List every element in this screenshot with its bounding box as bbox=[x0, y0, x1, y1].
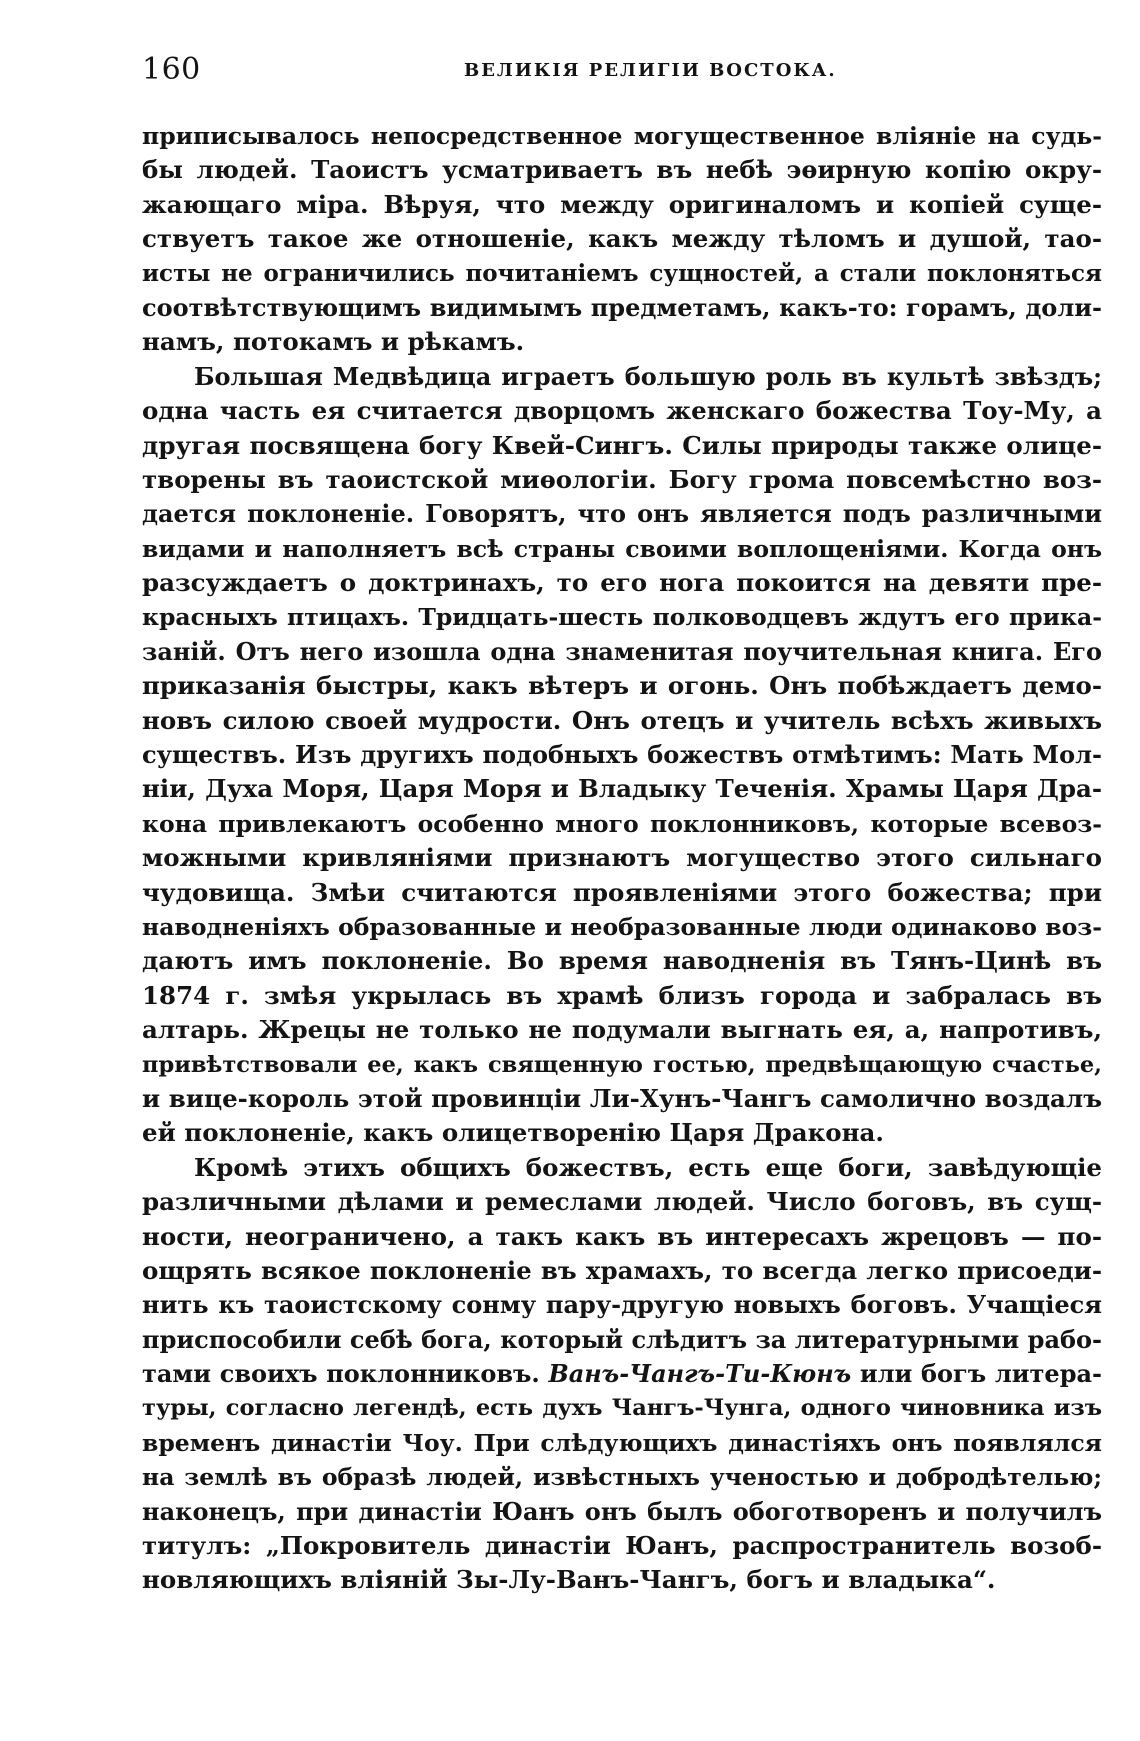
text-line: новъ силою своей мудрости. Онъ отецъ и учитель всѣхъ живыхъ bbox=[142, 705, 1102, 735]
italic-name: Ванъ-Чангъ-Ти-Кюнъ bbox=[548, 1359, 852, 1389]
text-line: заній. Отъ него изошла одна знаменитая поучительная книга. Его bbox=[142, 636, 1102, 666]
text-line: временъ династіи Чоу. При слѣдующихъ династіяхъ онъ появлялся bbox=[142, 1428, 1102, 1457]
text-line: различными дѣлами и ремеслами людей. Число боговъ, въ сущ- bbox=[142, 1187, 1102, 1217]
text-line: можными кривляніями признаютъ могущество этого сильнаго bbox=[142, 843, 1102, 873]
text-line: жающаго міра. Вѣруя, что между оригиналомъ и копіей суще- bbox=[142, 189, 1102, 219]
text-line: разсуждаетъ о доктринахъ, то его нога покоится на девяти пре- bbox=[142, 568, 1102, 598]
text-line: ности, неограничено, а такъ какъ въ интересахъ жрецовъ — по- bbox=[142, 1221, 1102, 1251]
text-line: соотвѣтствующимъ видимымъ предметамъ, какъ-то: горамъ, доли- bbox=[142, 292, 1102, 322]
text-segment: или богъ литера- bbox=[851, 1359, 1102, 1389]
text-line: ей поклоненіе, какъ олицетворенію Царя Дракона. bbox=[142, 1118, 884, 1148]
text-line: дается поклоненіе. Говорятъ, что онъ является подъ различными bbox=[142, 499, 1102, 529]
page-header bbox=[142, 52, 1102, 92]
text-line: нить къ таоистскому сонму пару-другую новыхъ боговъ. Учащіеся bbox=[142, 1290, 1102, 1320]
text-line: бы людей. Таоистъ усматриваетъ въ небѣ эѳирную копію окру- bbox=[142, 155, 1102, 185]
text-line: приписывалось непосредственное могущественное вліяніе на судь- bbox=[142, 122, 1102, 150]
text-line: приказанія быстры, какъ вѣтеръ и огонь. Онъ побѣждаетъ демо- bbox=[142, 671, 1102, 701]
text-line: новляющихъ вліяній Зы-Лу-Ванъ-Чангъ, богъ и владыка“. bbox=[142, 1565, 996, 1595]
text-line bbox=[142, 1357, 1102, 1391]
body-text bbox=[142, 119, 1102, 1598]
text-line: на землѣ въ образѣ людей, извѣстныхъ ученостью и добродѣтелью; bbox=[142, 1463, 1102, 1492]
text-line: ощрять всякое поклоненіе въ храмахъ, то всегда легко присоеди- bbox=[142, 1255, 1102, 1285]
text-line: и вице-король этой провинціи Ли-Хунъ-Чангъ самолично воздалъ bbox=[142, 1083, 1102, 1113]
page-number: 160 bbox=[142, 52, 201, 87]
text-line: одна часть ея считается дворцомъ женскаго божества Тоу-Му, а bbox=[142, 396, 1102, 426]
text-line: существъ. Изъ другихъ подобныхъ божествъ отмѣтимъ: Мать Мол- bbox=[142, 740, 1102, 770]
running-title: ВЕЛИКІЯ РЕЛИГІИ ВОСТОКА. bbox=[464, 60, 837, 81]
text-line: красныхъ птицахъ. Тридцать-шесть полководцевъ ждутъ его прика- bbox=[142, 603, 1102, 632]
text-line: Большая Медвѣдица играетъ большую роль въ культѣ звѣздъ; bbox=[194, 361, 1102, 391]
text-line: туры, согласно легендѣ, есть духъ Чангъ-Чунга, одного чиновника изъ bbox=[142, 1395, 1102, 1422]
text-line: намъ, потокамъ и рѣкамъ. bbox=[142, 327, 525, 357]
text-line: кона привлекаютъ особенно много поклонниковъ, которые всевоз- bbox=[142, 809, 1102, 838]
text-line: наконецъ, при династіи Юанъ онъ былъ обоготворенъ и получилъ bbox=[142, 1496, 1102, 1526]
text-line: другая посвящена богу Квей-Сингъ. Силы природы также олицe- bbox=[142, 430, 1102, 460]
text-line: творены въ таоистской миѳологіи. Богу грома повсемѣстно воз- bbox=[142, 464, 1102, 494]
text-line: приспособили себѣ бога, который слѣдитъ за литературными рабо- bbox=[142, 1324, 1102, 1354]
text-line: привѣтствовали ее, какъ священную гостью, предвѣщающую счастье, bbox=[142, 1051, 1102, 1078]
text-line: видами и наполняетъ всѣ страны своими воплощеніями. Когда онъ bbox=[142, 534, 1102, 563]
text-segment: тами своихъ поклонниковъ. bbox=[142, 1359, 549, 1389]
text-line: алтарь. Жрецы не только не подумали выгнать ея, а, напротивъ, bbox=[142, 1015, 1102, 1045]
text-line: ствуетъ такое же отношеніе, какъ между тѣломъ и душой, тао- bbox=[142, 224, 1102, 254]
text-line: ніи, Духа Моря, Царя Моря и Владыку Теченія. Храмы Царя Дра- bbox=[142, 774, 1102, 804]
text-line: даютъ имъ поклоненіе. Во время наводненія въ Тянъ-Цинѣ въ bbox=[142, 946, 1102, 976]
text-line: чудовища. Змѣи считаются проявленіями этого божества; при bbox=[142, 877, 1102, 907]
text-line: титулъ: „Покровитель династіи Юанъ, распространитель возоб- bbox=[142, 1531, 1102, 1561]
text-line: 1874 г. змѣя укрылась въ храмѣ близъ города и забралась въ bbox=[142, 980, 1102, 1010]
text-line: исты не ограничились почитаніемъ сущностей, а стали поклоняться bbox=[142, 259, 1102, 287]
text-line: наводненіяхъ образованные и необразованные люди одинаково воз- bbox=[142, 912, 1102, 941]
text-line: Кромѣ этихъ общихъ божествъ, есть еще боги, завѣдующіе bbox=[194, 1152, 1102, 1182]
